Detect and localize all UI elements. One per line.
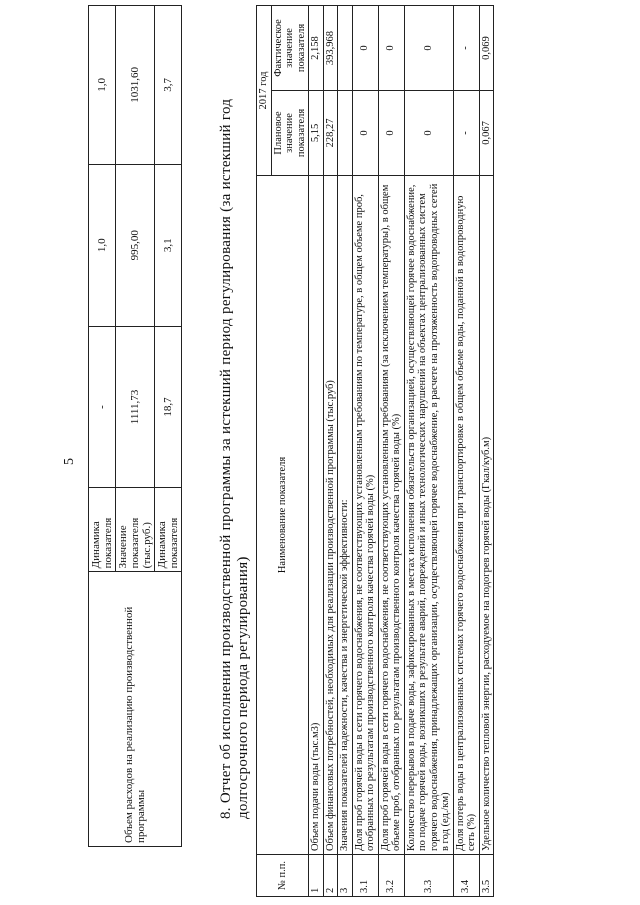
- row-number: 3.2: [378, 855, 404, 897]
- row-name: Доля проб горячей воды в сети горячего водоснабжения, не соответствующих установленным требованиям (за исключением температуры), в общем объеме проб, отобранных по результатам производственного контроля качества горячей воды (%): [378, 175, 404, 854]
- plan-value: 0: [378, 90, 404, 175]
- row-number: 3.5: [479, 855, 494, 897]
- row-number: 3: [338, 855, 353, 897]
- fact-value: -: [453, 6, 479, 91]
- plan-value: [338, 90, 353, 175]
- table-cell: 1,0: [89, 6, 116, 165]
- plan-value: 228,27: [323, 90, 338, 175]
- table-cell: 1111,73: [116, 326, 155, 488]
- row-label: Динамика показателя: [89, 488, 116, 572]
- table-cell: 995,00: [116, 164, 155, 326]
- plan-value: 5,15: [309, 90, 324, 175]
- table-cell: 1031,60: [116, 6, 155, 165]
- row-name: Значения показателей надежности, качества и энергетической эффективности:: [338, 175, 353, 854]
- row-number: 3.3: [404, 855, 453, 897]
- table-cell: 3,7: [155, 6, 182, 165]
- table-row: [378, 6, 404, 897]
- plan-value: 0: [352, 90, 378, 175]
- row-number: 3.1: [352, 855, 378, 897]
- row-name: Доля потерь воды в централизованных системах горячего водоснабжения при транспортировке в общем объеме воды, поданной в водопроводную сеть (%): [453, 175, 479, 854]
- expenses-row-label: Объем расходов на реализацию производственной программы: [89, 572, 182, 847]
- table-cell: -: [89, 326, 116, 488]
- col-header-name: Наименование показателя: [257, 175, 309, 854]
- plan-value: 0,067: [479, 90, 494, 175]
- section-heading: 8. Отчет об исполнении производственной программы за истекший период регулирования (за истекший год долгосрочного периода регулирования): [218, 98, 251, 819]
- header-row: [257, 6, 272, 897]
- expenses-table: [88, 5, 182, 847]
- table-row: [89, 6, 116, 847]
- table-cell: 3,1: [155, 164, 182, 326]
- table-row: [338, 6, 353, 897]
- fact-value: 2,158: [309, 6, 324, 91]
- page-number: 5: [62, 458, 77, 465]
- plan-value: -: [453, 90, 479, 175]
- fact-value: [338, 6, 353, 91]
- row-name: Доля проб горячей воды в сети горячего водоснабжения, не соответствующих установленным требованиям по температуре, в общем объеме проб, отобранных по результатам производственного контроля качества горячей воды (%): [352, 175, 378, 854]
- table-row: [309, 6, 324, 897]
- fact-value: 0: [378, 6, 404, 91]
- report-table: [256, 5, 494, 897]
- table-row: [323, 6, 338, 897]
- row-label: Значение показателя (тыс.руб.): [116, 488, 155, 572]
- plan-value: 0: [404, 90, 453, 175]
- table-row: [404, 6, 453, 897]
- fact-value: 0: [404, 6, 453, 91]
- row-name: Объем подачи воды (тыс.м3): [309, 175, 324, 854]
- fact-value: 393,968: [323, 6, 338, 91]
- table-row: [453, 6, 479, 897]
- col-header-num: № п.п.: [257, 855, 309, 897]
- row-label: Динамика показателя: [155, 488, 182, 572]
- fact-value: 0: [352, 6, 378, 91]
- row-name: Объем финансовых потребностей, необходимых для реализации производственной программы (тыс.руб): [323, 175, 338, 854]
- table-row: [352, 6, 378, 897]
- row-name: Количество перерывов в подаче воды, зафиксированных в местах исполнения обязательств организацией, осуществляющей горячее водоснабжение, по подаче горячей воды, возникших в результате аварий, повреждений и иных технологических нарушений на объектах централизованных систем горячего водоснабжения, принадлежащих организации, осуществляющей горячее водоснабжение, в расчете на протяженность водопроводных сетей в год (ед./км): [404, 175, 453, 854]
- row-number: 1: [309, 855, 324, 897]
- col-header-plan: Плановое значение показателя: [271, 90, 309, 175]
- col-header-fact: Фактическое значение показателя: [271, 6, 309, 91]
- row-name: Удельное количество тепловой энергии, расходуемое на подогрев горячей воды (Гкал/куб.м): [479, 175, 494, 854]
- row-number: 3.4: [453, 855, 479, 897]
- table-cell: 1,0: [89, 164, 116, 326]
- table-row: [479, 6, 494, 897]
- fact-value: 0,069: [479, 6, 494, 91]
- col-header-year: 2017 год: [257, 6, 272, 176]
- table-cell: 18,7: [155, 326, 182, 488]
- row-number: 2: [323, 855, 338, 897]
